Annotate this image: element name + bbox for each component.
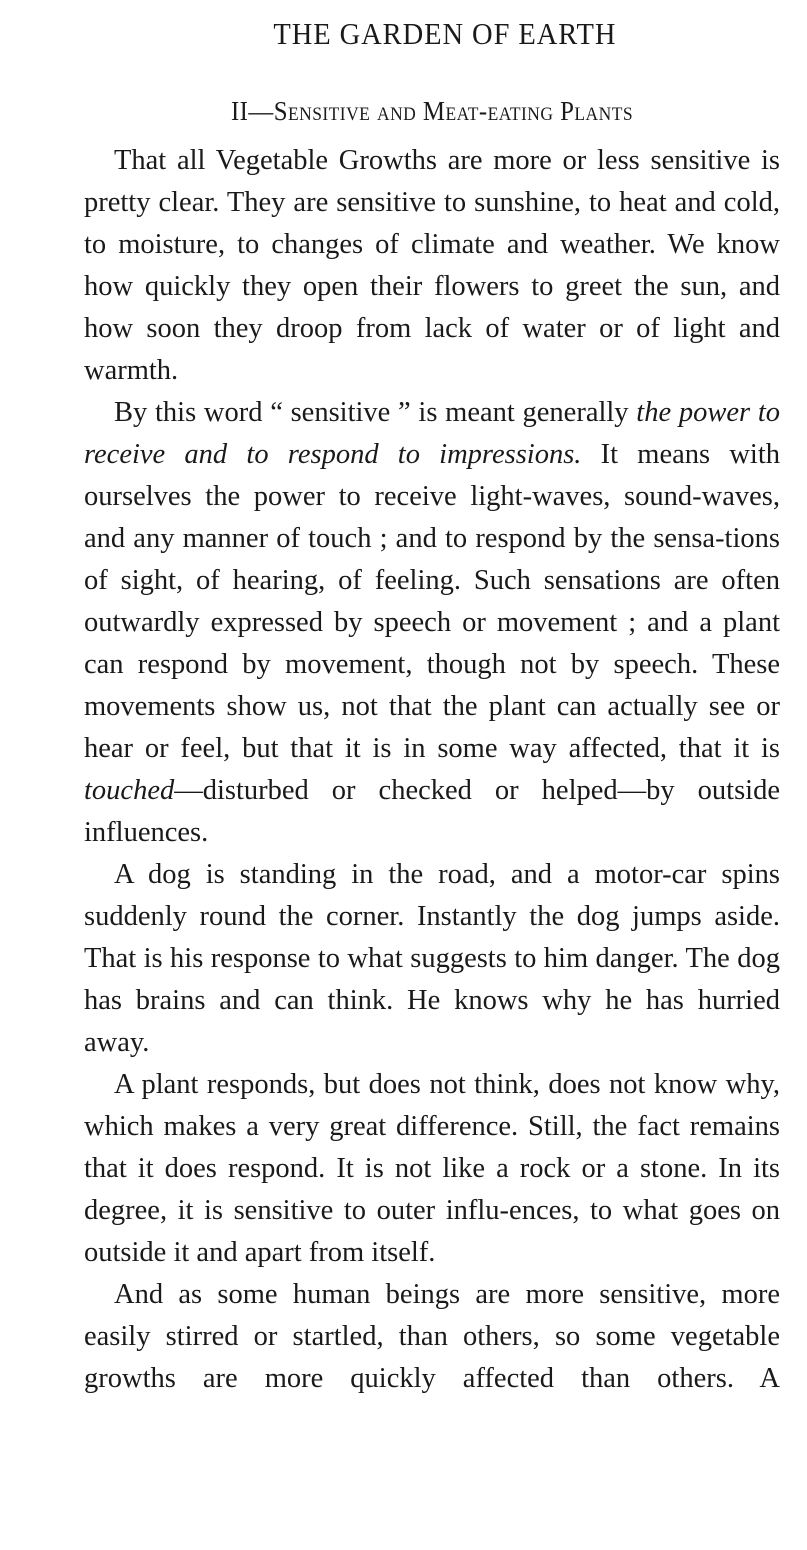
text-segment: It means with ourselves the power to receive light-waves, sound-waves, and any manner of touch ; and to respond by the sensa-tions of sight, of hearing, of feeling. Such sensations are often outwardly expressed by speech or movement ; and a plant can respond by movement, though not by speech. These movements show us, not that the plant can actually see or hear or feel, but that it is in some way affected, that it is bbox=[84, 439, 780, 764]
paragraph bbox=[84, 854, 780, 1064]
paragraph bbox=[84, 392, 780, 854]
italic-text-segment: touched bbox=[84, 775, 175, 806]
text-segment: By this word “ sensitive ” is meant generally bbox=[114, 397, 637, 428]
text-segment: And as some human beings are more sensitive, more easily stirred or startled, than others, so some vegetable growths are more quickly affected than others. A bbox=[84, 1279, 780, 1394]
text-segment: A plant responds, but does not think, does not know why, which makes a very great difference. Still, the fact remains that it does respond. It is not like a rock or a stone. In its degree, it is sensitive to outer influ-ences, to what goes on outside it and apart from itself. bbox=[84, 1069, 780, 1268]
chapter-title: II—Sensitive and Meat-eating Plants bbox=[230, 96, 634, 126]
text-segment: That all Vegetable Growths are more or less sensitive is pretty clear. They are sensitive to sunshine, to heat and cold, to moisture, to changes of climate and weather. We know how quickly they open their flowers to greet the sun, and how soon they droop from lack of water or of light and warmth. bbox=[84, 145, 780, 386]
text-segment: —disturbed or checked or helped—by outside influences. bbox=[84, 775, 780, 848]
running-head: THE GARDEN OF EARTH bbox=[273, 16, 617, 51]
body-text bbox=[84, 140, 780, 1400]
book-page bbox=[84, 0, 780, 1400]
italic-text-segment: the power to receive and to respond to impressions. bbox=[84, 397, 780, 470]
text-segment: A dog is standing in the road, and a motor-car spins suddenly round the corner. Instantly the dog jumps aside. That is his response to what suggests to him danger. The dog has brains and can think. He knows why he has hurried away. bbox=[84, 859, 780, 1058]
paragraph bbox=[84, 1064, 780, 1274]
paragraph bbox=[84, 1274, 780, 1400]
paragraph bbox=[84, 140, 780, 392]
